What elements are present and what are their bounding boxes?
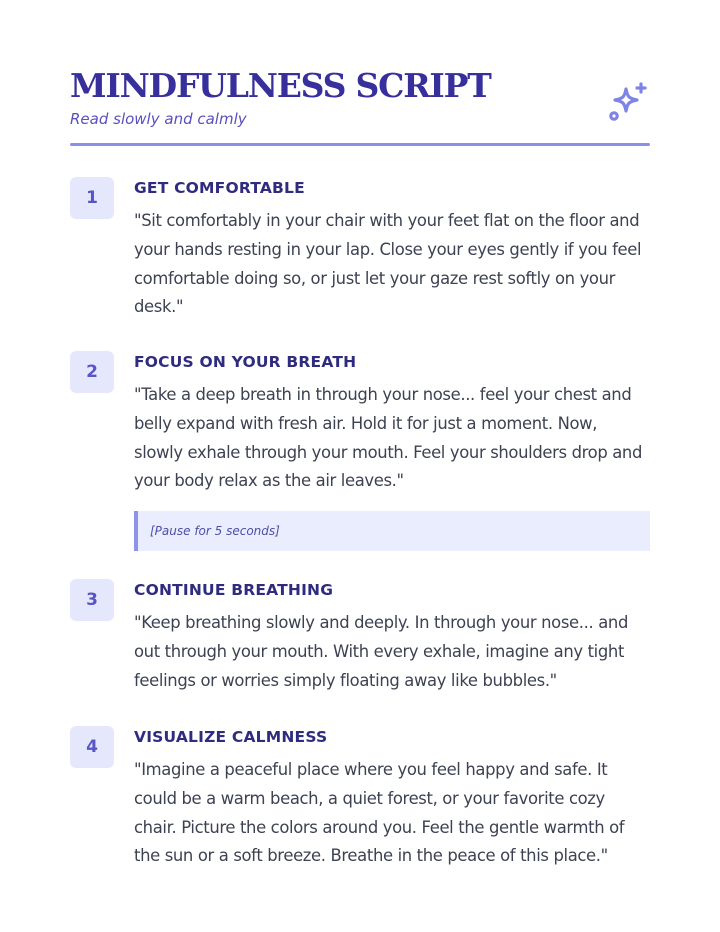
step-number-badge: 2 bbox=[70, 351, 114, 393]
step-text: "Take a deep breath in through your nose... feel your chest and belly expand with fresh air. Hold it for just a moment. Now, slowly exhale through your mouth. Feel your shoulders drop and your body relax as the air leaves." bbox=[134, 385, 643, 491]
header bbox=[70, 66, 650, 129]
header-divider bbox=[70, 143, 650, 146]
step-number-badge: 4 bbox=[70, 726, 114, 768]
step-number-badge: 3 bbox=[70, 579, 114, 621]
step-number-badge: 1 bbox=[70, 177, 114, 219]
step-title: VISUALIZE CALMNESS bbox=[134, 728, 328, 746]
sparkles-icon bbox=[606, 80, 650, 124]
page-title: MINDFULNESS SCRIPT bbox=[70, 66, 491, 105]
step-text: "Imagine a peaceful place where you feel happy and safe. It could be a warm beach, a quiet forest, or your favorite cozy chair. Picture the colors around you. Feel the gentle warmth of the sun or a soft breeze. Breathe in the peace of this place." bbox=[134, 760, 625, 866]
step-text: "Keep breathing slowly and deeply. In through your nose... and out through your mouth. With every exhale, imagine any tight feelings or worries simply floating away like bubbles." bbox=[134, 613, 629, 690]
step-title: GET COMFORTABLE bbox=[134, 179, 305, 197]
step-title: CONTINUE BREATHING bbox=[134, 581, 334, 599]
page-subtitle: Read slowly and calmly bbox=[70, 110, 247, 128]
step-text: "Sit comfortably in your chair with your feet flat on the floor and your hands resting in your lap. Close your eyes gently if you feel comfortable doing so, or just let your gaze rest softly on your desk." bbox=[134, 211, 642, 317]
step-title: FOCUS ON YOUR BREATH bbox=[134, 353, 357, 371]
pause-note: [Pause for 5 seconds] bbox=[134, 511, 650, 551]
